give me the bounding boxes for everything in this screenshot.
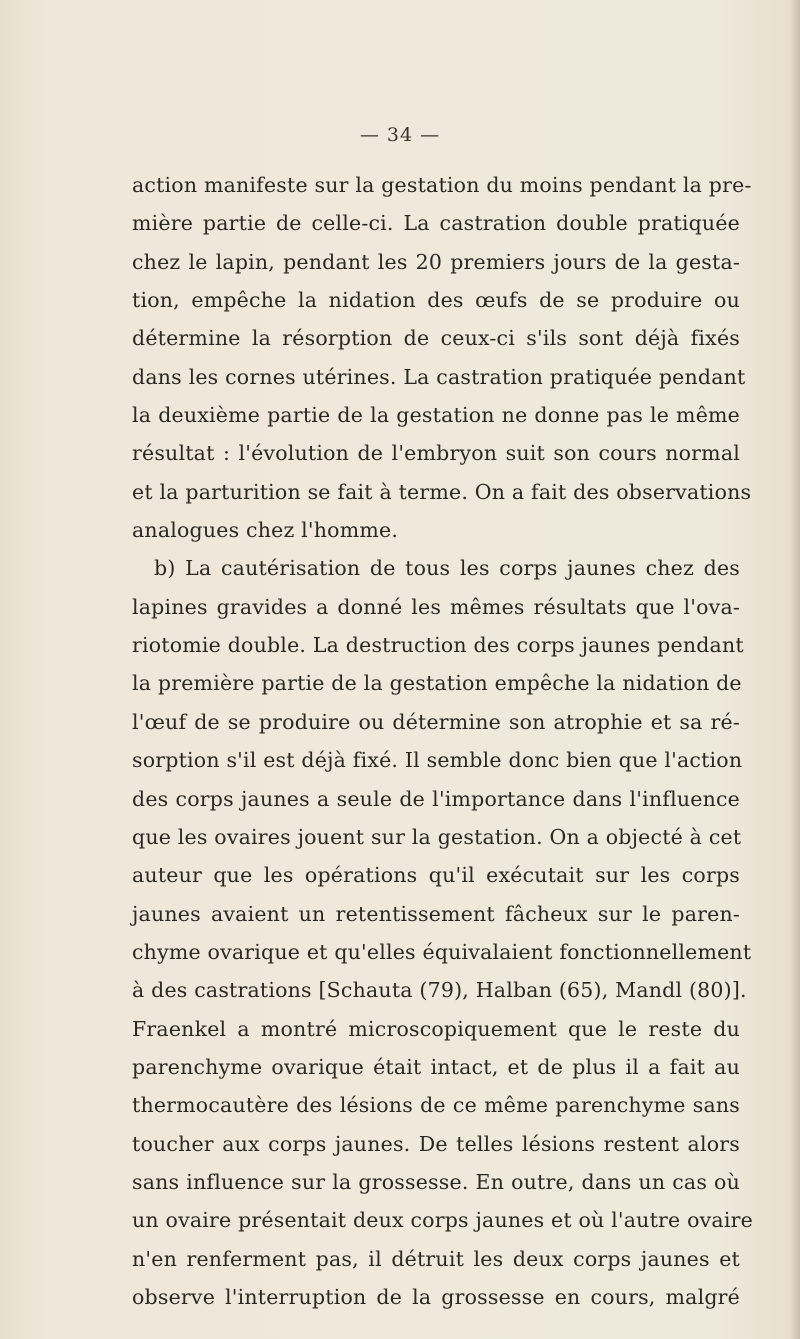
text-line: action manifeste sur la gestation du moins pendant la pre- [132, 173, 752, 197]
text-line: lapines gravides a donné les mêmes résultats que l'ova- [132, 594, 740, 619]
text-line: chez le lapin, pendant les 20 premiers jours de la gesta- [132, 249, 740, 274]
text-line: n'en renferment pas, il détruit les deux corps jaunes et [132, 1246, 740, 1271]
text-line: à des castrations [Schauta (79), Halban (65), Mandl (80)]. [132, 978, 747, 1003]
body-text [132, 166, 753, 1316]
text-line: toucher aux corps jaunes. De telles lésions restent alors [132, 1131, 740, 1156]
page-edge-shadow [790, 0, 800, 1339]
text-line: riotomie double. La destruction des corps jaunes pendant [132, 633, 744, 658]
text-line: résultat : l'évolution de l'embryon suit son cours normal [132, 441, 740, 466]
text-line: et la parturition se fait à terme. On a fait des observations [132, 479, 752, 504]
text-line: l'œuf de se produire ou détermine son atrophie et sa ré- [132, 709, 740, 734]
text-line: analogues chez l'homme. [132, 518, 399, 543]
text-line: Fraenkel a montré microscopiquement que le reste du [132, 1016, 740, 1041]
text-line: un ovaire présentait deux corps jaunes et où l'autre ovaire [132, 1208, 753, 1233]
text-line: la deuxième partie de la gestation ne donne pas le même [132, 403, 740, 428]
text-line: jaunes avaient un retentissement fâcheux sur le paren- [132, 901, 740, 926]
text-line: thermocautère des lésions de ce même parenchyme sans [132, 1093, 740, 1118]
text-line: détermine la résorption de ceux-ci s'ils sont déjà fixés [132, 326, 740, 351]
text-line: sorption s'il est déjà fixé. Il semble donc bien que l'action [132, 748, 743, 773]
text-line: dans les cornes utérines. La castration pratiquée pendant [132, 364, 746, 389]
text-line: observe l'interruption de la grossesse en cours, malgré [132, 1284, 740, 1309]
text-line: mière partie de celle-ci. La castration double pratiquée [132, 211, 740, 236]
text-line: que les ovaires jouent sur la gestation. On a objecté à cet [132, 824, 742, 849]
paragraph-start-line: b) La cautérisation de tous les corps jaunes chez des [154, 556, 740, 581]
text-line: la première partie de la gestation empêche la nidation de [132, 671, 742, 696]
text-line: sans influence sur la grossesse. En outre, dans un cas où [132, 1169, 740, 1194]
text-line: chyme ovarique et qu'elles équivalaient fonctionnellement [132, 939, 752, 964]
text-line: tion, empêche la nidation des œufs de se produire ou [132, 288, 740, 313]
text-line: des corps jaunes a seule de l'importance dans l'influence [132, 786, 740, 811]
text-line: auteur que les opérations qu'il exécutait sur les corps [132, 863, 740, 888]
text-line: parenchyme ovarique était intact, et de plus il a fait au [132, 1054, 740, 1079]
page-number: — 34 — [359, 124, 441, 146]
